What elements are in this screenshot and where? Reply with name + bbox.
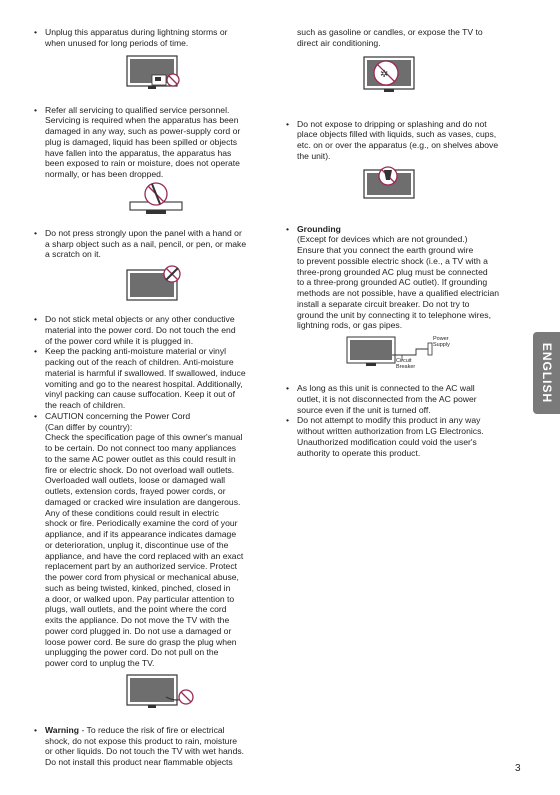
text-line: Servicing is required when the apparatus has been: [45, 115, 239, 126]
text-line: damaged or cracked wire insulation are dangerous.: [45, 496, 241, 507]
tv-unplug-icon: [126, 55, 186, 91]
tv-vase-icon: [360, 166, 420, 202]
bullet-servicing: [34, 105, 268, 180]
text-line: fire or electric shock. Do not overload wall outlets.: [45, 464, 235, 475]
text-line: the unit).: [297, 150, 331, 161]
text-line: • Refer all servicing to qualified service personnel.: [45, 104, 230, 115]
svg-text:✲: ✲: [380, 68, 389, 80]
text-line: (Can differ by country):: [45, 421, 133, 432]
text-line: • Unplug this apparatus during lightning storms or: [45, 27, 228, 37]
text-line: three-prong grounded AC plug must be connected: [297, 266, 488, 277]
text-line: without written authorization from LG Electronics.: [297, 426, 484, 436]
text-line: • CAUTION concerning the Power Cord: [45, 410, 191, 421]
text-line: methods are not possible, have a qualified electrician: [297, 288, 500, 298]
warning-label: Warning: [45, 724, 80, 735]
text-line: Any of these conditions could result in electric: [45, 507, 219, 518]
circuit-label-line: Circuit: [396, 358, 412, 364]
dripping-illustration: [286, 166, 518, 210]
text-line: plugs, wall outlets, and the point where the cord: [45, 604, 227, 615]
grounding-title: • Grounding: [297, 223, 341, 234]
text-line: • Do not expose to dripping or splashing and do not: [297, 118, 487, 129]
text-line: such as being twisted, kinked, pinched, closed in: [45, 582, 231, 593]
text-line: to a three-prong grounded AC outlet). If grounding: [297, 277, 488, 288]
bullet-connected: [286, 383, 518, 415]
text-line: outlets, extension cords, frayed power cords, or: [45, 486, 226, 496]
bullet-packing: [34, 346, 268, 411]
bullet-unplug: [34, 27, 268, 49]
text-line: to be certain. Do not connect too many appliances: [45, 443, 237, 453]
supply-label-line: Supply: [433, 342, 450, 348]
text-line: • Do not press strongly upon the panel with a hand or: [45, 227, 242, 238]
tv-air-icon: [360, 53, 420, 97]
text-line: packing out of the reach of children. Anti-moisture: [45, 357, 234, 367]
continued-warning: [286, 27, 518, 49]
text-line: been exposed to rain or moisture, does not operate: [45, 158, 240, 169]
power-label-line: Power: [433, 336, 449, 342]
text-line: power cord plugged in. Do not use a damaged or: [45, 625, 232, 636]
text-line: or deterioration, unplug it, discontinue use of the: [45, 539, 229, 550]
text-line: Ensure that you connect the earth ground wire: [297, 245, 474, 255]
text-line: lightning rods, or gas pipes.: [297, 320, 403, 331]
circuit-breaker-label: [396, 358, 415, 370]
air-conditioning-illustration: [286, 53, 518, 101]
bullet-press: [34, 228, 268, 260]
text-line: appliance, and if its appearance indicates damage: [45, 529, 237, 539]
text-line: material is harmful if swallowed. If swallowed, induce: [45, 367, 246, 378]
grounding-diagram: [286, 335, 518, 371]
text-line: Unauthorized modification could void the user's: [297, 436, 477, 447]
bullet-grounding: [286, 224, 518, 332]
text-line: when unused for long periods of time.: [45, 37, 189, 48]
text-line: to the same AC power outlet as this could result in: [45, 453, 236, 464]
language-tab: [533, 332, 560, 414]
text-line: damaged in any way, such as power-supply cord or: [45, 126, 241, 136]
text-line: exits the appliance. Do not move the TV with the: [45, 615, 230, 625]
bullet-metal: [34, 314, 268, 346]
breaker-label-line: Breaker: [396, 364, 416, 370]
text-line: Overloaded wall outlets, loose or damaged wall: [45, 475, 226, 486]
text-line: the reach of children.: [45, 400, 126, 410]
text-line: source even if the unit is turned off.: [297, 404, 431, 415]
text-line: outlet, it is not disconnected from the AC power: [297, 393, 477, 404]
power-cord-illustration: [34, 673, 268, 717]
text-line: Check the specification page of this owner's manual: [45, 432, 243, 443]
text-line: place objects filled with liquids, such as vases, cups,: [297, 129, 497, 140]
text-line: direct air conditioning.: [297, 37, 381, 48]
power-supply-label: [433, 336, 450, 348]
text-line: the power cord from physical or mechanical abuse,: [45, 572, 239, 582]
text-line: replacement part by an authorized service. Protect: [45, 561, 238, 572]
tv-power-cord-icon: [126, 673, 198, 713]
servicing-illustration: [34, 180, 268, 224]
text-line: install a separate circuit breaker. Do not try to: [297, 298, 470, 309]
text-line: such as gasoline or candles, or expose the TV to: [297, 27, 483, 37]
text-line: ground the unit by connecting it to telephone wires,: [297, 309, 491, 320]
text-line: • As long as this unit is connected to the AC wall: [297, 383, 475, 393]
text-line: Do not install this product near flammable objects: [45, 757, 233, 767]
text-line: or other liquids. Do not touch the TV with wet hands.: [45, 746, 245, 757]
text-line: have fallen into the apparatus, the apparatus has: [45, 147, 232, 158]
text-line: [45, 725, 268, 736]
text-line: shock, do not expose this product to rain, moisture: [45, 735, 238, 746]
bullet-caution: [34, 411, 268, 669]
unplug-illustration: [34, 55, 268, 99]
text-line: of the power cord while it is plugged in.: [45, 335, 194, 346]
left-column: [34, 27, 268, 768]
text-line: a sharp object such as a nail, pencil, or pen, or make: [45, 238, 247, 249]
press-illustration: [34, 264, 268, 308]
tv-screwdriver-icon: [126, 180, 186, 220]
text-line: plug is damaged, liquid has been spilled or objects: [45, 136, 238, 147]
text-line: (Except for devices which are not grounded.): [297, 234, 468, 245]
text-line: loose power cord. Be sure do grasp the plug when: [45, 636, 237, 647]
text-line: • Do not stick metal objects or any other conductive: [45, 314, 235, 324]
text-line: a scratch on it.: [45, 249, 101, 260]
text-line: authority to operate this product.: [297, 447, 421, 458]
text-line: • Do not attempt to modify this product in any way: [297, 415, 481, 426]
right-column: [286, 27, 518, 458]
text-line: • Keep the packing anti-moisture material or vinyl: [45, 346, 227, 357]
page-number: 3: [515, 763, 521, 774]
text-line: vomiting and go to the nearest hospital. Additionally,: [45, 378, 243, 389]
text-line: normally, or has been dropped.: [45, 169, 164, 179]
warning-text: - To reduce the risk of fire or electrical: [79, 724, 225, 735]
text-line: a door, or walked upon. Pay particular attention to: [45, 593, 235, 604]
text-line: unplugging the power cord. Do not pull on the: [45, 647, 219, 658]
bullet-dripping: [286, 119, 518, 162]
text-line: etc. on or over the apparatus (e.g., on shelves above: [297, 140, 499, 150]
text-line: power cord to unplug the TV.: [45, 658, 155, 668]
tv-pen-scratch-icon: [126, 264, 186, 304]
text-line: vinyl packing can cause suffocation. Keep it out of: [45, 389, 235, 400]
bullet-modify: [286, 415, 518, 458]
bullet-warning: [34, 725, 268, 768]
text-line: appliance, and have the cord replaced with an exact: [45, 550, 244, 561]
language-tab-label: ENGLISH: [539, 342, 554, 404]
text-line: material into the power cord. Do not touch the end: [45, 324, 236, 335]
text-line: shock or fire. Periodically examine the cord of your: [45, 518, 238, 529]
text-line: to prevent possible electric shock (i.e., a TV with a: [297, 255, 488, 266]
